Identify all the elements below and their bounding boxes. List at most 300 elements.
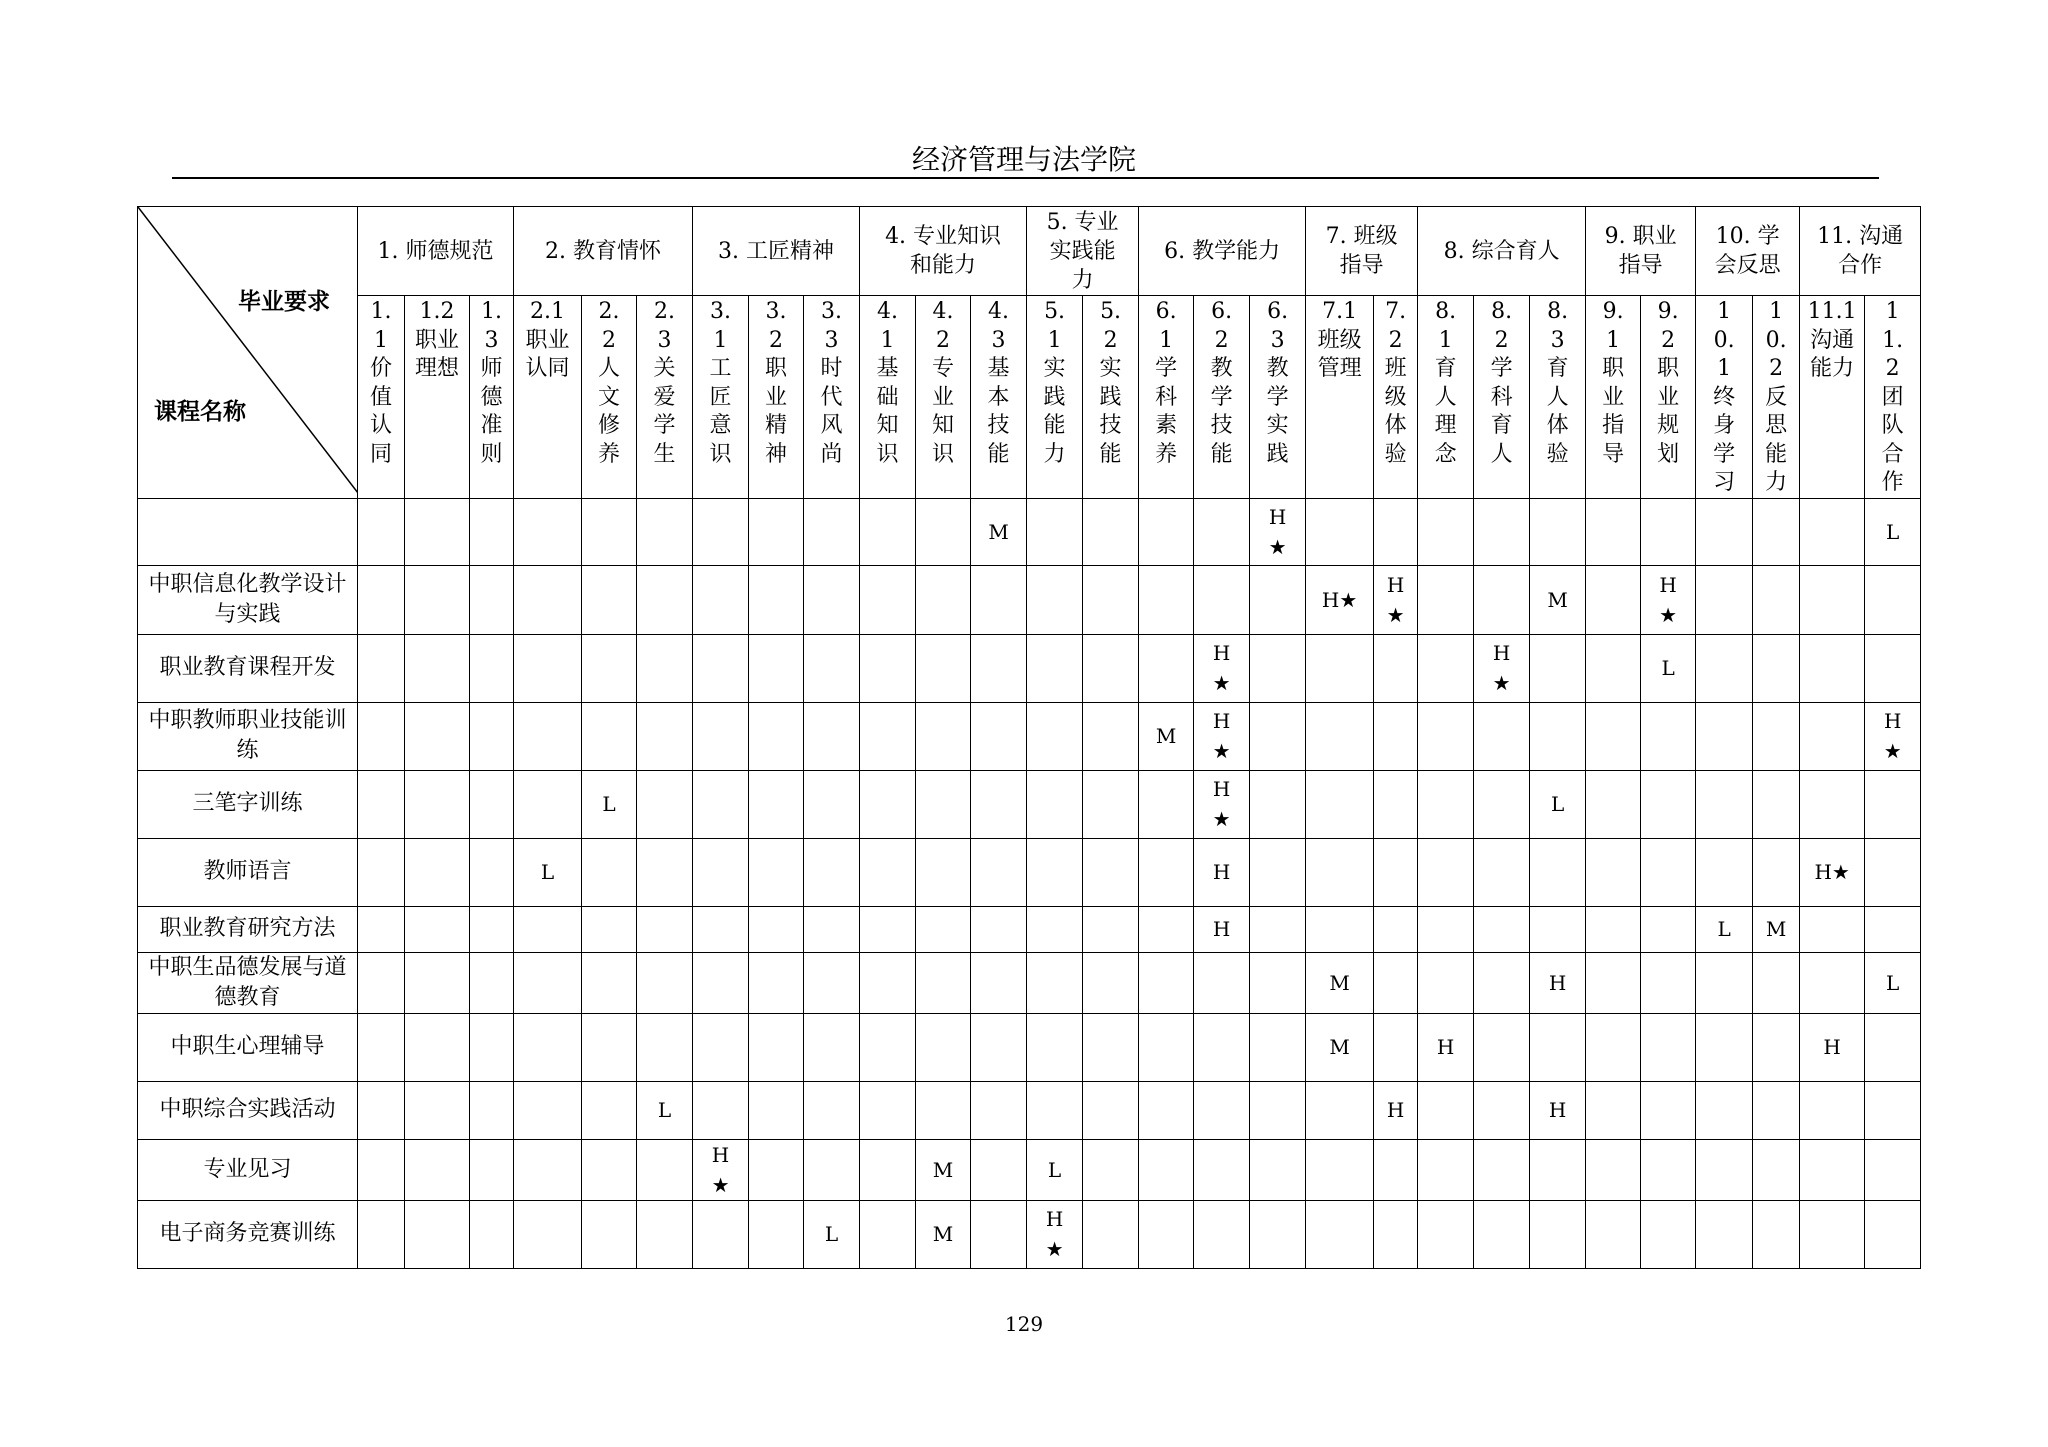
- support-level-cell: [860, 1081, 916, 1139]
- support-level-cell: [358, 498, 405, 565]
- requirement-group-header: 11. 沟通合作: [1800, 207, 1921, 296]
- course-name-cell: 职业教育研究方法: [138, 906, 358, 952]
- support-level-cell: [1418, 838, 1474, 906]
- support-level-cell: [1027, 838, 1083, 906]
- support-level-cell: [1027, 565, 1083, 634]
- support-level-cell: [916, 770, 971, 838]
- requirement-sub-header: [1696, 296, 1753, 499]
- support-level-cell: [1641, 838, 1696, 906]
- support-level-cell: [1753, 770, 1800, 838]
- support-level-cell: [1194, 952, 1250, 1013]
- support-level-cell: [1250, 770, 1306, 838]
- requirement-sub-label: 1.2职业理想: [414, 299, 459, 381]
- support-level-cell: [1083, 770, 1139, 838]
- support-level-cell: [971, 634, 1027, 702]
- support-level-cell: [1586, 1081, 1641, 1139]
- support-level-cell: H: [1194, 906, 1250, 952]
- course-name-cell: 中职信息化教学设计与实践: [138, 565, 358, 634]
- support-level-cell: [1374, 1139, 1418, 1200]
- requirement-sub-label: 8.2学科育人: [1490, 299, 1513, 467]
- support-level-cell: H★: [1800, 838, 1865, 906]
- support-level-cell: [358, 770, 405, 838]
- requirement-sub-header: [405, 296, 470, 499]
- support-level-cell: [1194, 1200, 1250, 1268]
- support-level-cell: [1250, 906, 1306, 952]
- requirement-group-header: 5. 专业实践能力: [1027, 207, 1139, 296]
- support-level-cell: [1083, 952, 1139, 1013]
- support-level-cell: [860, 838, 916, 906]
- support-level-cell: [1530, 702, 1586, 770]
- support-level-cell: [1083, 498, 1139, 565]
- requirement-group-header: 7. 班级指导: [1306, 207, 1418, 296]
- support-level-cell: [1474, 770, 1530, 838]
- support-level-cell: [860, 634, 916, 702]
- support-level-cell: [1139, 1200, 1194, 1268]
- requirement-sub-header: [1306, 296, 1374, 499]
- support-level-cell: [804, 1139, 860, 1200]
- support-level-cell: [1641, 1081, 1696, 1139]
- requirement-sub-header: [1374, 296, 1418, 499]
- support-level-cell: [1250, 565, 1306, 634]
- support-level-cell: [1027, 1081, 1083, 1139]
- requirement-sub-header: [916, 296, 971, 499]
- support-level-cell: [637, 1139, 693, 1200]
- support-level-cell: [405, 1081, 470, 1139]
- support-level-cell: [1586, 906, 1641, 952]
- support-level-cell: [637, 634, 693, 702]
- requirement-sub-header: [1865, 296, 1921, 499]
- support-level-cell: [1865, 838, 1921, 906]
- support-level-cell: [637, 1200, 693, 1268]
- support-level-cell: [637, 498, 693, 565]
- requirement-sub-header: [1139, 296, 1194, 499]
- support-level-cell: [1374, 702, 1418, 770]
- requirement-sub-label: 1.3师德准则: [480, 299, 503, 467]
- table-row: [138, 1139, 1921, 1200]
- support-level-cell: [1865, 1200, 1921, 1268]
- support-level-cell: [1306, 838, 1374, 906]
- support-level-cell: [860, 1139, 916, 1200]
- support-level-cell: [1027, 1013, 1083, 1081]
- support-level-cell: [860, 1013, 916, 1081]
- support-level-cell: [637, 770, 693, 838]
- course-name-cell: 中职综合实践活动: [138, 1081, 358, 1139]
- support-level-cell: [1586, 634, 1641, 702]
- support-level-cell: [582, 702, 637, 770]
- support-level-cell: [1374, 1013, 1418, 1081]
- requirement-sub-label: 6.1学科素养: [1155, 299, 1178, 467]
- support-level-cell: [1418, 1081, 1474, 1139]
- requirement-group-header: 6. 教学能力: [1139, 207, 1306, 296]
- requirement-group-header: 4. 专业知识和能力: [860, 207, 1027, 296]
- table-row: [138, 1081, 1921, 1139]
- requirement-sub-label: 6.3教学实践: [1266, 299, 1289, 467]
- requirement-sub-label: 7.2班级体验: [1384, 299, 1407, 467]
- support-level-cell: [1865, 1081, 1921, 1139]
- support-level-cell: [1530, 1013, 1586, 1081]
- support-level-cell: [1530, 1200, 1586, 1268]
- support-level-cell: [358, 1013, 405, 1081]
- support-level-cell: [860, 565, 916, 634]
- support-level-cell: M: [971, 498, 1027, 565]
- requirement-sub-label: 3.2职业精神: [765, 299, 788, 467]
- requirement-sub-label: 7.1班级管理: [1317, 299, 1362, 381]
- support-level-cell: H★: [1865, 702, 1921, 770]
- support-level-cell: H: [1374, 1081, 1418, 1139]
- support-level-cell: [804, 565, 860, 634]
- support-level-cell: [637, 838, 693, 906]
- support-level-cell: [804, 838, 860, 906]
- requirement-group-header: 1. 师德规范: [358, 207, 514, 296]
- table-row: [138, 838, 1921, 906]
- requirement-sub-label: 11.1沟通能力: [1807, 299, 1857, 381]
- support-level-cell: [637, 1013, 693, 1081]
- support-level-cell: [1474, 498, 1530, 565]
- requirement-sub-label: 3.3时代风尚: [820, 299, 843, 467]
- support-level-cell: [582, 634, 637, 702]
- support-level-cell: [1474, 952, 1530, 1013]
- table-row: [138, 498, 1921, 565]
- support-level-cell: [1696, 634, 1753, 702]
- course-name-cell: 职业教育课程开发: [138, 634, 358, 702]
- support-level-cell: [470, 565, 514, 634]
- support-level-cell: L: [1696, 906, 1753, 952]
- support-level-cell: [1586, 1013, 1641, 1081]
- support-level-cell: [1865, 1139, 1921, 1200]
- support-level-cell: [1083, 906, 1139, 952]
- support-level-cell: [749, 1200, 804, 1268]
- support-level-cell: [693, 1013, 749, 1081]
- support-level-cell: [1194, 1081, 1250, 1139]
- support-level-cell: [1027, 702, 1083, 770]
- support-level-cell: [405, 770, 470, 838]
- support-level-cell: [804, 952, 860, 1013]
- support-level-cell: [582, 952, 637, 1013]
- support-level-cell: [405, 838, 470, 906]
- support-level-cell: [1306, 1139, 1374, 1200]
- support-level-cell: [1083, 702, 1139, 770]
- requirement-sub-label: 5.2实践技能: [1099, 299, 1122, 467]
- support-level-cell: L: [637, 1081, 693, 1139]
- support-level-cell: [405, 1139, 470, 1200]
- requirement-sub-header: [1753, 296, 1800, 499]
- requirement-sub-header: [1474, 296, 1530, 499]
- support-level-cell: [749, 498, 804, 565]
- support-level-cell: [1083, 634, 1139, 702]
- support-level-cell: [358, 1200, 405, 1268]
- support-level-cell: [916, 498, 971, 565]
- support-level-cell: [1753, 838, 1800, 906]
- support-level-cell: [1139, 770, 1194, 838]
- table-row: [138, 565, 1921, 634]
- support-level-cell: [804, 906, 860, 952]
- support-level-cell: [1418, 770, 1474, 838]
- requirement-sub-label: 9.2职业规划: [1657, 299, 1680, 467]
- requirement-sub-label: 10.1终身学习: [1713, 299, 1736, 495]
- table-row: [138, 1013, 1921, 1081]
- requirement-sub-label: 2.1职业认同: [525, 299, 570, 381]
- support-level-cell: [1374, 498, 1418, 565]
- support-level-cell: [1865, 565, 1921, 634]
- requirement-sub-header: [1800, 296, 1865, 499]
- corner-bottom-label: 课程名称: [154, 398, 246, 425]
- support-level-cell: [1696, 1081, 1753, 1139]
- support-level-cell: [693, 1200, 749, 1268]
- support-level-cell: H: [1530, 1081, 1586, 1139]
- support-level-cell: [1753, 1139, 1800, 1200]
- support-level-cell: [514, 1200, 582, 1268]
- support-level-cell: [1586, 702, 1641, 770]
- support-level-cell: H★: [1374, 565, 1418, 634]
- requirement-sub-header: [693, 296, 749, 499]
- support-level-cell: [582, 1139, 637, 1200]
- support-level-cell: [1641, 1200, 1696, 1268]
- support-level-cell: [860, 770, 916, 838]
- support-level-cell: [1194, 498, 1250, 565]
- support-level-cell: [1027, 634, 1083, 702]
- support-level-cell: [514, 1139, 582, 1200]
- support-level-cell: [1250, 838, 1306, 906]
- support-level-cell: [514, 1013, 582, 1081]
- support-level-cell: [1474, 1081, 1530, 1139]
- support-level-cell: [514, 702, 582, 770]
- requirement-group-header: 10. 学会反思: [1696, 207, 1800, 296]
- support-level-cell: [971, 952, 1027, 1013]
- support-level-cell: [1530, 498, 1586, 565]
- support-level-cell: L: [1865, 498, 1921, 565]
- requirement-sub-header: [1418, 296, 1474, 499]
- support-level-cell: [1753, 952, 1800, 1013]
- support-level-cell: [1800, 565, 1865, 634]
- support-level-cell: [1250, 1139, 1306, 1200]
- requirement-sub-header: [1641, 296, 1696, 499]
- requirement-sub-header: [582, 296, 637, 499]
- requirement-group-header: 3. 工匠精神: [693, 207, 860, 296]
- support-level-cell: [1027, 906, 1083, 952]
- support-level-cell: [1250, 1013, 1306, 1081]
- support-level-cell: [916, 634, 971, 702]
- support-level-cell: [470, 838, 514, 906]
- support-level-cell: [1800, 952, 1865, 1013]
- support-level-cell: [860, 498, 916, 565]
- support-level-cell: [1306, 906, 1374, 952]
- corner-diagonal: [138, 207, 358, 493]
- support-level-cell: [1083, 565, 1139, 634]
- course-name-cell: 电子商务竞赛训练: [138, 1200, 358, 1268]
- support-level-cell: [1530, 1139, 1586, 1200]
- corner-header: [138, 207, 358, 499]
- requirement-sub-label: 9.1职业指导: [1602, 299, 1625, 467]
- support-level-cell: [1641, 1013, 1696, 1081]
- support-level-cell: [1474, 906, 1530, 952]
- support-level-cell: [1586, 565, 1641, 634]
- support-level-cell: [582, 838, 637, 906]
- support-level-cell: [470, 702, 514, 770]
- support-level-cell: [1306, 770, 1374, 838]
- support-level-cell: [405, 1013, 470, 1081]
- support-level-cell: [916, 952, 971, 1013]
- support-level-cell: [1139, 906, 1194, 952]
- support-level-cell: [1753, 1081, 1800, 1139]
- support-level-cell: [971, 838, 1027, 906]
- support-level-cell: [916, 838, 971, 906]
- support-level-cell: H: [1194, 838, 1250, 906]
- requirement-sub-header: [804, 296, 860, 499]
- support-level-cell: [1374, 770, 1418, 838]
- support-level-cell: M: [1306, 952, 1374, 1013]
- support-level-cell: [405, 498, 470, 565]
- support-level-cell: [749, 565, 804, 634]
- corner-top-label: 毕业要求: [238, 288, 330, 315]
- support-level-cell: [1250, 702, 1306, 770]
- requirement-sub-label: 10.2反思能力: [1765, 299, 1788, 495]
- support-level-cell: [1800, 702, 1865, 770]
- support-level-cell: [1696, 1139, 1753, 1200]
- support-level-cell: [916, 1081, 971, 1139]
- support-level-cell: [358, 634, 405, 702]
- requirement-sub-header: [358, 296, 405, 499]
- support-level-cell: [1250, 952, 1306, 1013]
- support-level-cell: [470, 1013, 514, 1081]
- requirement-sub-label: 2.2人文修养: [598, 299, 621, 467]
- support-level-cell: [1696, 702, 1753, 770]
- requirement-sub-label: 11.2团队合作: [1881, 299, 1904, 495]
- course-name-cell: 教师语言: [138, 838, 358, 906]
- support-level-cell: [1418, 634, 1474, 702]
- support-level-cell: [405, 952, 470, 1013]
- support-level-cell: [1800, 1139, 1865, 1200]
- support-level-cell: [514, 906, 582, 952]
- support-level-cell: L: [514, 838, 582, 906]
- requirement-group-header: 8. 综合育人: [1418, 207, 1586, 296]
- corner-diagonal-line: [138, 207, 358, 493]
- support-level-cell: H★: [1194, 770, 1250, 838]
- support-level-cell: [1374, 952, 1418, 1013]
- support-level-cell: [1139, 565, 1194, 634]
- requirement-sub-header: [1530, 296, 1586, 499]
- support-level-cell: [1306, 1200, 1374, 1268]
- support-level-cell: [1374, 1200, 1418, 1268]
- support-level-cell: [514, 952, 582, 1013]
- support-level-cell: [1696, 770, 1753, 838]
- support-level-cell: H★: [1641, 565, 1696, 634]
- course-name-cell: [138, 498, 358, 565]
- support-level-cell: [358, 906, 405, 952]
- support-level-cell: [1753, 498, 1800, 565]
- requirement-sub-label: 8.1育人理念: [1434, 299, 1457, 467]
- support-level-cell: [1083, 1013, 1139, 1081]
- support-level-cell: [1474, 565, 1530, 634]
- support-level-cell: [1083, 1200, 1139, 1268]
- requirement-sub-label: 6.2教学技能: [1210, 299, 1233, 467]
- support-level-cell: [358, 838, 405, 906]
- support-level-cell: [749, 952, 804, 1013]
- requirement-sub-header: [470, 296, 514, 499]
- support-level-cell: [916, 565, 971, 634]
- support-level-cell: [582, 1081, 637, 1139]
- support-level-cell: [358, 1081, 405, 1139]
- requirement-group-header: 9. 职业指导: [1586, 207, 1696, 296]
- course-name-cell: 中职生心理辅导: [138, 1013, 358, 1081]
- support-level-cell: [1586, 952, 1641, 1013]
- support-level-cell: [1753, 1013, 1800, 1081]
- table-row: [138, 702, 1921, 770]
- course-name-cell: 中职生品德发展与道德教育: [138, 952, 358, 1013]
- support-level-cell: L: [1530, 770, 1586, 838]
- support-level-cell: [358, 952, 405, 1013]
- support-level-cell: [1641, 1139, 1696, 1200]
- support-level-cell: [582, 906, 637, 952]
- course-name-cell: 中职教师职业技能训练: [138, 702, 358, 770]
- support-level-cell: [971, 770, 1027, 838]
- support-level-cell: [470, 952, 514, 1013]
- support-level-cell: [971, 1081, 1027, 1139]
- support-level-cell: [804, 702, 860, 770]
- support-level-cell: [1696, 565, 1753, 634]
- support-level-cell: [405, 1200, 470, 1268]
- support-level-cell: [1800, 770, 1865, 838]
- support-level-cell: [582, 1200, 637, 1268]
- support-level-cell: [1474, 838, 1530, 906]
- support-level-cell: [916, 1013, 971, 1081]
- support-level-cell: [1139, 1081, 1194, 1139]
- support-level-cell: [1586, 498, 1641, 565]
- support-level-cell: [1418, 702, 1474, 770]
- support-level-cell: [693, 906, 749, 952]
- support-level-cell: L: [804, 1200, 860, 1268]
- requirement-sub-label: 8.3育人体验: [1546, 299, 1569, 467]
- support-level-cell: [637, 906, 693, 952]
- requirement-sub-label: 4.2专业知识: [932, 299, 955, 467]
- requirement-sub-header: [1027, 296, 1083, 499]
- support-level-cell: [749, 1013, 804, 1081]
- support-level-cell: [1250, 1081, 1306, 1139]
- support-level-cell: M: [1139, 702, 1194, 770]
- support-level-cell: [749, 702, 804, 770]
- support-level-cell: [693, 838, 749, 906]
- support-level-cell: [514, 770, 582, 838]
- support-level-cell: [358, 565, 405, 634]
- table-row: [138, 906, 1921, 952]
- support-level-cell: [693, 498, 749, 565]
- requirement-sub-header: [749, 296, 804, 499]
- support-level-cell: L: [1865, 952, 1921, 1013]
- support-level-cell: [1306, 634, 1374, 702]
- support-level-cell: [1027, 952, 1083, 1013]
- requirement-sub-header: [1083, 296, 1139, 499]
- page-number: 129: [1004, 1312, 1044, 1336]
- support-level-cell: [1753, 702, 1800, 770]
- support-level-cell: [1306, 702, 1374, 770]
- support-level-cell: [693, 702, 749, 770]
- requirement-sub-header: [1586, 296, 1641, 499]
- support-level-cell: [358, 702, 405, 770]
- support-level-cell: [1139, 498, 1194, 565]
- table-row: [138, 770, 1921, 838]
- support-level-cell: [749, 634, 804, 702]
- support-level-cell: [1753, 1200, 1800, 1268]
- support-level-cell: [1418, 498, 1474, 565]
- support-level-cell: [1474, 1139, 1530, 1200]
- requirement-sub-header: [860, 296, 916, 499]
- support-level-cell: [1586, 770, 1641, 838]
- support-level-cell: [1027, 498, 1083, 565]
- support-level-cell: [971, 1013, 1027, 1081]
- support-level-cell: [1418, 1200, 1474, 1268]
- support-level-cell: [470, 770, 514, 838]
- support-level-cell: [916, 702, 971, 770]
- support-level-cell: [860, 906, 916, 952]
